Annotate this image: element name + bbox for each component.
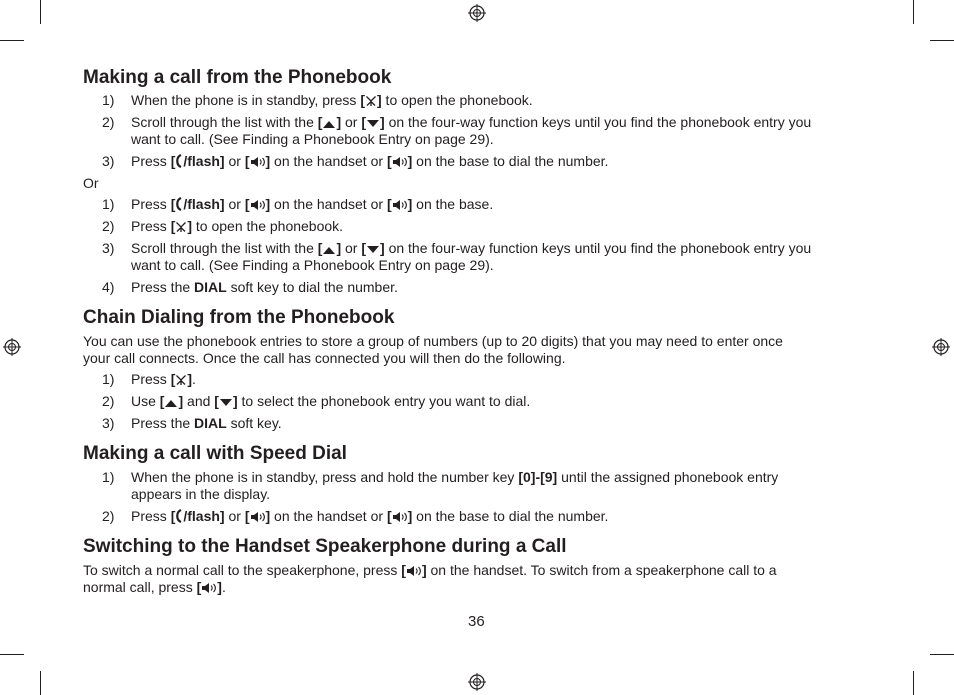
step-text: Use [ ] and [ ] to select the phonebook entry you want to dial. <box>131 393 531 409</box>
crop-mark <box>40 671 41 695</box>
step-number: 3) <box>102 153 115 169</box>
step-number: 3) <box>102 240 115 256</box>
step-number: 3) <box>102 415 115 431</box>
step-number: 1) <box>102 92 115 108</box>
up-arrow-icon <box>164 398 178 408</box>
step-text: Press [ ] to open the phonebook. <box>131 218 344 234</box>
step-text: Press [ /flash] or [ ] on the handset or [ ] on the base. <box>131 196 494 212</box>
step-text: Press [ ]. <box>131 371 196 387</box>
crop-mark <box>913 671 914 695</box>
step-text: When the phone is in standby, press [ ] to open the phonebook. <box>131 92 533 108</box>
step-text: Press [ /flash] or [ ] on the handset or [ ] on the base to dial the number. <box>131 153 609 169</box>
step-text-continued: appears in the display. <box>131 486 271 502</box>
step-number: 2) <box>102 218 115 234</box>
phonebook-icon <box>175 373 187 386</box>
speaker-icon <box>392 199 408 211</box>
crop-mark <box>930 654 954 655</box>
speaker-icon <box>201 582 217 594</box>
step-number: 2) <box>102 114 115 130</box>
registration-mark-icon <box>3 338 21 356</box>
registration-mark-icon <box>932 338 950 356</box>
crop-mark <box>913 0 914 24</box>
speaker-icon <box>392 156 408 168</box>
step-text: Press [ /flash] or [ ] on the handset or [ ] on the base to dial the number. <box>131 508 609 524</box>
step-text: Scroll through the list with the [ ] or [ ] on the four-way function keys until you find the phonebook entry you <box>131 240 812 256</box>
page-number: 36 <box>468 613 485 630</box>
crop-mark <box>40 0 41 24</box>
crop-mark <box>0 654 24 655</box>
section-intro: your call connects. Once the call has connected you will then do the following. <box>83 350 566 366</box>
speaker-icon <box>250 199 266 211</box>
speaker-icon <box>250 511 266 523</box>
section-intro: To switch a normal call to the speakerphone, press [ ] on the handset. To switch from a speakerphone call to a <box>83 562 777 578</box>
registration-mark-icon <box>468 673 486 691</box>
crop-mark <box>930 40 954 41</box>
phonebook-icon <box>365 94 377 107</box>
section-title: Chain Dialing from the Phonebook <box>83 307 395 328</box>
step-text: Press the DIAL soft key to dial the number. <box>131 279 398 295</box>
step-text: When the phone is in standby, press and hold the number key [0]-[9] until the assigned phonebook entry <box>131 469 779 485</box>
section-title: Making a call with Speed Dial <box>83 443 347 464</box>
step-text: Scroll through the list with the [ ] or [ ] on the four-way function keys until you find the phonebook entry you <box>131 114 812 130</box>
step-number: 2) <box>102 393 115 409</box>
down-arrow-icon <box>366 119 380 129</box>
step-number: 1) <box>102 196 115 212</box>
or-separator: Or <box>83 175 99 191</box>
down-arrow-icon <box>219 398 233 408</box>
up-arrow-icon <box>322 119 336 129</box>
speaker-icon <box>392 511 408 523</box>
section-title: Making a call from the Phonebook <box>83 67 392 88</box>
section-title: Switching to the Handset Speakerphone during a Call <box>83 536 567 557</box>
step-text: Press the DIAL soft key. <box>131 415 282 431</box>
section-intro: You can use the phonebook entries to store a group of numbers (up to 20 digits) that you may need to enter once <box>83 333 783 349</box>
phonebook-icon <box>175 220 187 233</box>
speaker-icon <box>406 565 422 577</box>
step-number: 2) <box>102 508 115 524</box>
step-number: 4) <box>102 279 115 295</box>
speaker-icon <box>250 156 266 168</box>
down-arrow-icon <box>366 245 380 255</box>
step-text-continued: want to call. (See Finding a Phonebook Entry on page 29). <box>131 131 494 147</box>
section-intro: normal call, press [ ]. <box>83 579 226 595</box>
step-number: 1) <box>102 371 115 387</box>
step-text-continued: want to call. (See Finding a Phonebook Entry on page 29). <box>131 257 494 273</box>
crop-mark <box>0 40 24 41</box>
step-number: 1) <box>102 469 115 485</box>
registration-mark-icon <box>468 4 486 22</box>
up-arrow-icon <box>322 245 336 255</box>
